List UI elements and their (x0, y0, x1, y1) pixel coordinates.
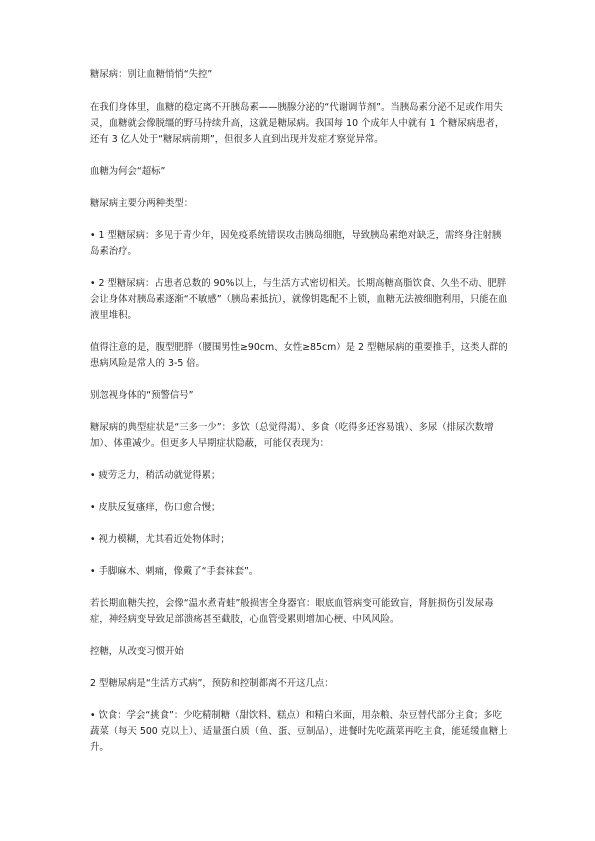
section-heading-signals: 别忽视身体的“预警信号” (90, 390, 194, 401)
complications-paragraph: 若长期血糖失控，会像“温水煮青蛙”般损害全身器官：眼底血管病变可能致盲，肾脏损伤引发尿毒症，神经病变导致足部溃疡甚至截肢，心血管受累则增加心梗、中风风险。 (90, 598, 494, 625)
symptom-bullet-vision: • 视力模糊，尤其看近处物体时； (90, 534, 230, 545)
intro-paragraph: 在我们身体里，血糖的稳定离不开胰岛素——胰腺分泌的“代谢调节剂”。当胰岛素分泌不足或作用失灵，血糖就会像脱缰的野马持续升高，这就是糖尿病。我国每 10 个成年人中就有 1 个糖尿病患者，还有 3 亿人处于“糖尿病前期”，但很多人直到出现并发症才察觉异常。 (90, 102, 505, 145)
document-title: 糖尿病：别让血糖悄悄“失控” (90, 69, 213, 80)
section-heading-control: 控糖，从改变习惯开始 (90, 646, 184, 657)
lifestyle-intro-paragraph: 2 型糖尿病是“生活方式病”，预防和控制都离不开这几点： (90, 678, 334, 689)
section-heading-causes: 血糖为何会“超标” (90, 166, 166, 177)
symptom-bullet-fatigue: • 疲劳乏力，稍活动就觉得累； (90, 470, 221, 481)
symptom-bullet-numbness: • 手脚麻木、刺痛，像戴了“手套袜套”。 (90, 566, 259, 577)
types-intro-paragraph: 糖尿病主要分两种类型： (90, 198, 194, 209)
type2-bullet: • 2 型糖尿病：占患者总数的 90%以上，与生活方式密切相关。长期高糖高脂饮食、久坐不动、肥胖会让身体对胰岛素逐渐“不敏感”（胰岛素抵抗），就像钥匙配不上锁，血糖无法被细胞利用，只能在血液里堆积。 (90, 278, 508, 321)
diet-bullet: • 饮食：学会“挑食”：少吃精制糖（甜饮料、糕点）和精白米面，用杂粮、杂豆替代部分主食；多吃蔬菜（每天 500 克以上）、适量蛋白质（鱼、蛋、豆制品），进餐时先吃蔬菜再吃主食，能延缓血糖上升。 (90, 710, 508, 753)
symptom-bullet-itching: • 皮肤反复瘙痒，伤口愈合慢； (90, 502, 221, 513)
symptoms-paragraph: 糖尿病的典型症状是“三多一少”：多饮（总觉得渴）、多食（吃得多还容易饿）、多尿（排尿次数增加）、体重减少。但更多人早期症状隐蔽，可能仅表现为： (90, 422, 494, 449)
type1-bullet: • 1 型糖尿病：多见于青少年，因免疫系统错误攻击胰岛细胞，导致胰岛素绝对缺乏，需终身注射胰岛素治疗。 (90, 230, 502, 257)
obesity-note-paragraph: 值得注意的是，腹型肥胖（腰围男性≥90cm、女性≥85cm）是 2 型糖尿病的重要推手，这类人群的患病风险是常人的 3-5 倍。 (90, 342, 508, 369)
